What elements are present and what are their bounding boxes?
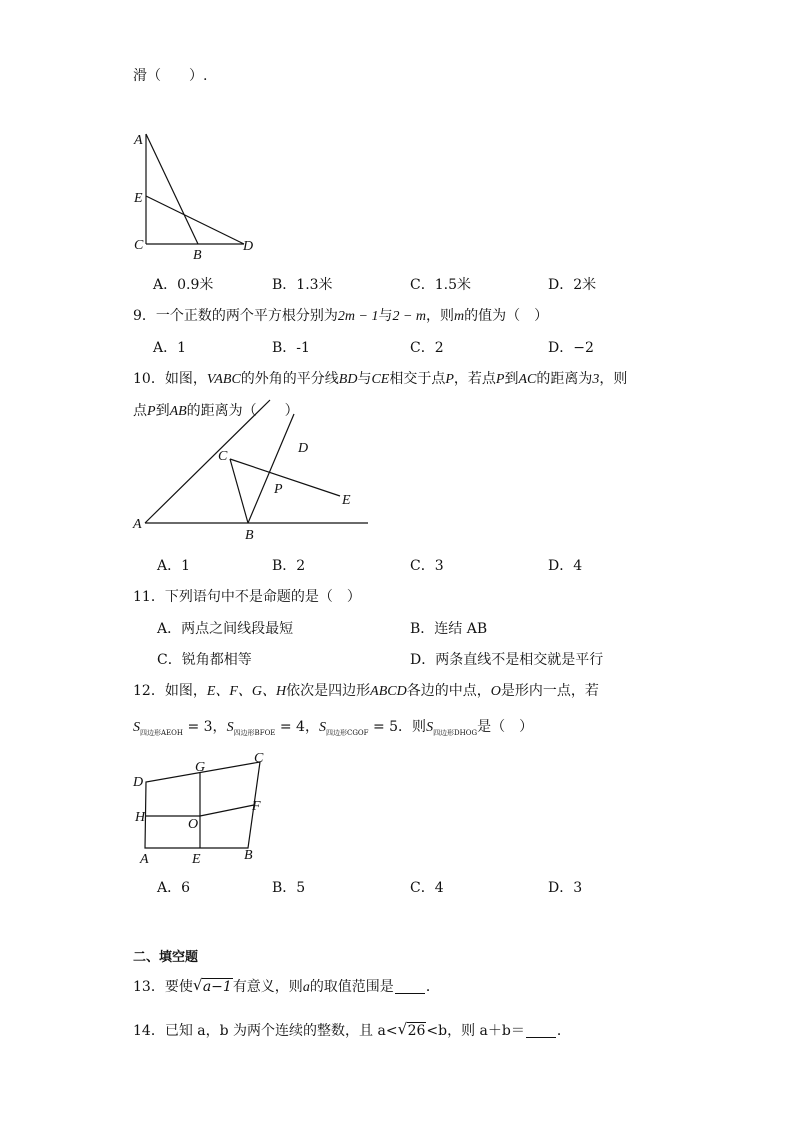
q11-stem: 11．下列语句中不是命题的是（ ） [133,589,361,605]
q10-option-b[interactable]: B．2 [272,558,306,574]
q12-label-a: A [140,852,149,867]
q12-option-a[interactable]: A．6 [157,880,191,896]
q12-number: 12． [133,683,165,699]
q12-label-d: D [133,775,144,790]
q11-option-c[interactable]: C．锐角都相等 [157,652,252,668]
q8-label-c: C [134,238,144,253]
q10-stem-line1: 10．如图，VABC的外角的平分线BD与CE相交于点P，若点P到AC的距离为3，则 [133,371,628,387]
q12-label-e: E [192,852,201,867]
q12-figure [128,748,278,868]
q9-expr2: 2 − m [392,309,427,324]
q11-option-d[interactable]: D．两条直线不是相交就是平行 [410,652,604,668]
q12-line-of [200,805,254,816]
q12-label-o: O [188,817,199,832]
q9-number: 9． [133,308,156,324]
q12-label-f: F [252,799,261,814]
q9-option-c[interactable]: C．2 [410,340,444,356]
q10-number: 10． [133,371,165,387]
q10-stem-line2: 点P到AB的距离为（ ） [133,403,299,419]
q11-number: 11． [133,589,165,605]
q14-stem: 14．已知 a，b 为两个连续的整数，且 a< √ 26<b，则 a＋b＝ ． [133,1020,571,1039]
q10-option-c[interactable]: C．3 [410,558,444,574]
q12-stem-line1: 12．如图，E、F、G、H依次是四边形ABCD各边的中点，O是形内一点，若 [133,683,599,699]
q11-option-a[interactable]: A．两点之间线段最短 [157,621,294,637]
q13-stem: 13．要使 √ a−1有意义，则a的取值范围是 ． [133,976,440,995]
q10-label-d: D [298,441,309,456]
q12-option-c[interactable]: C．4 [410,880,444,896]
q12-stem-line2: $S_{四边形AEOH} = 3$，$S_{四边形BFOE} = 4$，$S_{四边形CGOF} = 5$．则$S_{四边形DHOG}$是（ ） [133,719,534,737]
q8-option-d[interactable]: D．2米 [548,277,597,293]
q10-label-a: A [133,517,142,532]
q12-label-b: B [244,848,253,863]
q12-option-d[interactable]: D．3 [548,880,583,896]
q13-answer-blank[interactable] [395,979,425,994]
q8-label-a: A [134,133,143,148]
q8-figure [128,126,268,266]
q11-option-b[interactable]: B．连结 AB [410,621,488,637]
q10-line-ac-ext [145,400,270,523]
q10-label-e: E [342,493,351,508]
q8-option-b[interactable]: B．1.3米 [272,277,333,293]
q10-label-p: P [274,482,283,497]
q8-label-e: E [134,191,143,206]
q13-number: 13． [133,979,165,995]
q8-option-c[interactable]: C．1.5米 [410,277,471,293]
q14-answer-blank[interactable] [526,1023,556,1038]
q8-tail: 滑（ ）. [133,68,208,84]
q10-option-d[interactable]: D．4 [548,558,583,574]
q13-sqrt: √ a−1 [192,976,232,995]
q8-label-b: B [193,248,202,263]
q12-option-b[interactable]: B．5 [272,880,306,896]
q14-number: 14． [133,1023,165,1039]
q10-line-cb [230,459,248,523]
q8-option-a[interactable]: A．0.9米 [153,277,214,293]
q12-label-g: G [195,760,206,775]
q9-option-a[interactable]: A．1 [153,340,187,356]
q9-expr1: 2m − 1 [337,309,379,324]
q10-line-bd [248,414,294,523]
q8-label-d: D [243,239,254,254]
q8-line-ab [146,134,198,244]
section-heading: 二、填空题 [133,950,199,965]
q14-sqrt: √ 26 [397,1020,426,1039]
q10-line-ce [230,459,340,496]
q10-label-c: C [218,449,228,464]
q9-stem: 9．一个正数的两个平方根分别为2m − 1与2 − m，则m的值为（ ） [133,308,549,324]
q12-label-h: H [135,810,146,825]
q10-figure [128,396,378,546]
q9-option-b[interactable]: B．-1 [272,340,310,356]
q10-label-b: B [245,528,254,543]
q12-label-c: C [254,751,264,766]
q9-option-d[interactable]: D．−2 [548,340,594,356]
q10-option-a[interactable]: A．1 [157,558,191,574]
